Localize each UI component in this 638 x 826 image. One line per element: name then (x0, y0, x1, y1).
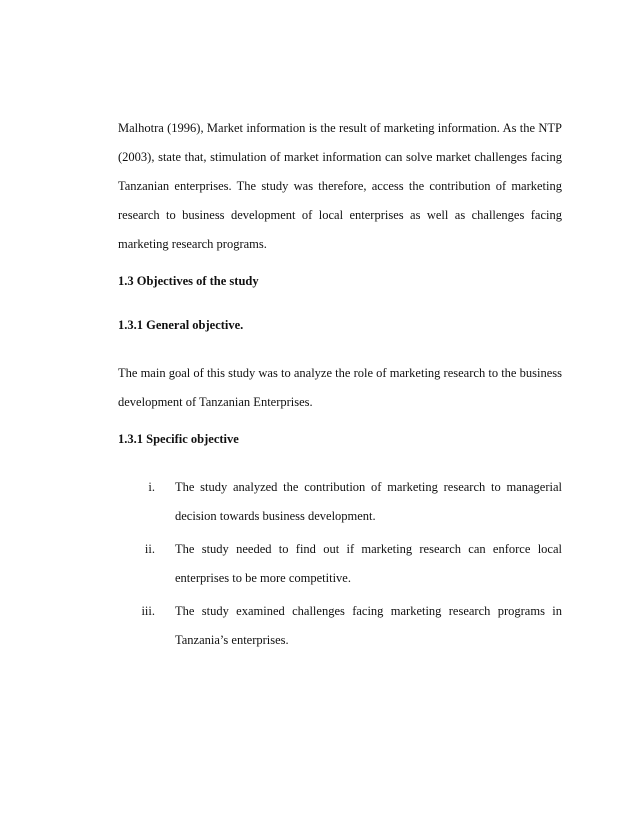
general-objective-heading: 1.3.1 General objective. (118, 318, 244, 332)
page-content (118, 114, 562, 659)
list-item-text: The study examined challenges facing marketing research programs in Tanzania’s enterprises. (175, 604, 562, 647)
list-item (118, 597, 562, 655)
list-item-text: The study analyzed the contribution of marketing research to managerial decision towards business development. (175, 480, 562, 523)
specific-objective-heading: 1.3.1 Specific objective (118, 432, 239, 446)
section-heading: 1.3 Objectives of the study (118, 274, 259, 288)
list-item (118, 535, 562, 593)
list-item-number: i. (148, 480, 155, 494)
general-objective-paragraph: The main goal of this study was to analyze the role of marketing research to the business development of Tanzanian Enterprises. (118, 366, 562, 409)
list-item-number: iii. (141, 604, 155, 618)
list-item-number: ii. (144, 542, 155, 556)
list-item-text: The study needed to find out if marketing research can enforce local enterprises to be more competitive. (175, 542, 562, 585)
intro-paragraph: Malhotra (1996), Market information is the result of marketing information. As the NTP (2003), state that, stimulation of market information can solve market challenges facing Tanzanian enterprises. The study was therefore, access the contribution of marketing research to business development of local enterprises as well as challenges facing marketing research programs. (118, 121, 562, 251)
list-item (118, 473, 562, 531)
specific-objectives-list (118, 473, 562, 655)
